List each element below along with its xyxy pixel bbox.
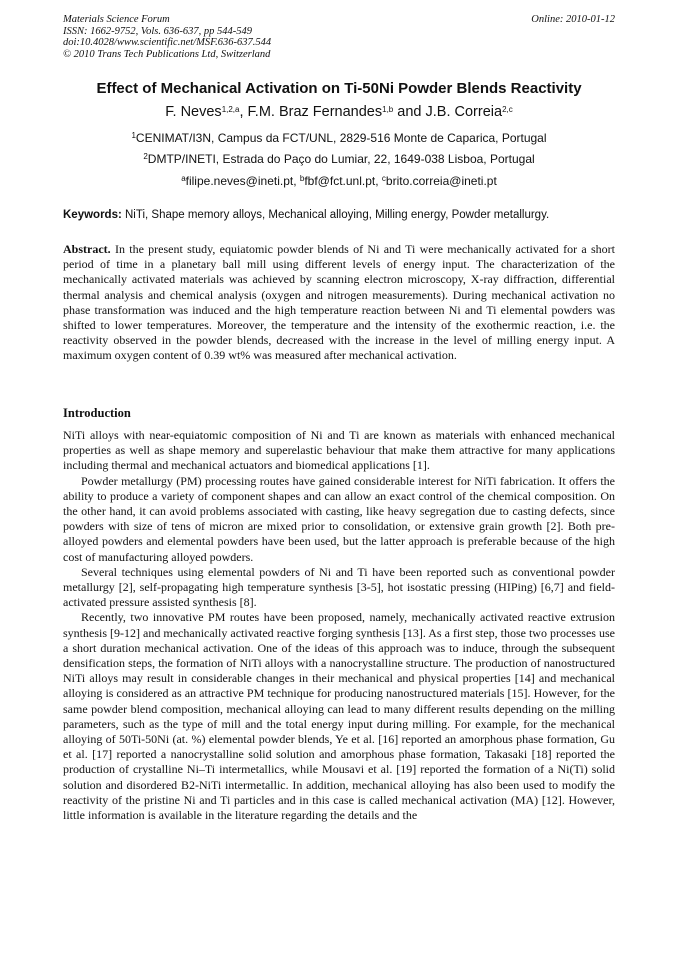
journal-name: Materials Science Forum [63,14,170,25]
affiliation-2 [40,152,638,166]
email-c[interactable]: brito.correia@ineti.pt [385,174,497,188]
paragraph: Recently, two innovative PM routes have been proposed, namely, mechanically activated reactive extrusion synthesis [9-12] and mechanically activated reactive forging synthesis [13]. As a first step, those two processes use a short duration mechanical activation. One of the ideas of this approach was to induce, through the subsequent densification steps, the formation of NiTi alloys with a nanocrystalline structure. The production of nanostructured NiTi alloys may result in considerable changes in their mechanical and physical properties [14] and mechanical alloying is considered as an attractive PM technique for producing nanostructured materials [15]. However, for the same powder blend composition, mechanical alloying can lead to many different results depending on the milling parameters, such as the type of mill and the total energy input during milling. For example, for the mechanical alloying of 50Ti-50Ni (at. %) elemental powder blends, Ye et al. [16] reported an amorphous phase formation, Gu et al. [17] reported a nanocrystalline solid solution and amorphous phase formation, Takasaki [18] reported the production of crystalline Ni–Ti intermetallics, while Mousavi et al. [19] reported the formation of a Ni(Ti) solid solution and disordered B2-NiTi intermetallic. In addition, mechanical alloying has also been used to modify the reactivity of the pristine Ni and Ti particles and in this case is called mechanical activation (MA) [12]. However, little information is available in the literature regarding the details and the [63,610,615,823]
author-3-affil: 2,c [502,105,513,114]
keywords [63,208,615,222]
author-separator: , [239,104,248,120]
author-separator: and [393,104,426,120]
author-1-affil: 1,2,a [221,105,240,114]
affiliation-2-text: DMTP/INETI, Estrada do Paço do Lumiar, 22, 1649-038 Lisboa, Portugal [147,152,535,166]
affiliation-2-marker: 2 [143,152,148,161]
author-2: F.M. Braz Fernandes [247,104,383,120]
affiliation-1-marker: 1 [131,131,136,140]
paragraph: NiTi alloys with near-equiatomic composition of Ni and Ti are known as materials with enhanced mechanical properties as well as shape memory and superelastic behaviour that make them attractive for many applications including thermal and mechanical actuators and biomedical applications [1]. [63,428,615,473]
keywords-text: NiTi, Shape memory alloys, Mechanical alloying, Milling energy, Powder metallurgy. [121,209,550,221]
doi-line[interactable]: doi:10.4028/www.scientific.net/MSF.636-637.544 [63,37,272,48]
email-b[interactable]: fbf@fct.unl.pt, [304,174,382,188]
abstract [63,242,615,364]
email-b-marker: b [299,174,305,183]
masthead [63,14,615,60]
author-line [40,103,638,121]
email-a-marker: a [181,174,186,183]
copyright-line: © 2010 Trans Tech Publications Ltd, Switzerland [63,48,271,60]
affiliation-1-text: CENIMAT/I3N, Campus da FCT/UNL, 2829-516 Monte de Caparica, Portugal [135,131,547,145]
section-heading-introduction: Introduction [63,406,131,420]
keywords-label: Keywords: [63,209,122,221]
introduction-body [63,428,615,823]
online-date: Online: 2010-01-12 [531,14,615,25]
author-2-affil: 1,b [382,105,394,114]
abstract-text: In the present study, equiatomic powder blends of Ni and Ti were mechanically activated for a short period of time in a planetary ball mill using different levels of energy input. The characterization of the mechanically activated materials was achieved by scanning electron microscopy, X-ray diffraction, differential thermal analysis and chemical analysis (oxygen and nitrogen measurements). During mechanical activation no phase transformation was induced and the high temperature reaction between Ni and Ti elemental powders was shifted to lower temperatures. Moreover, the temperature and the intensity of the exothermic reaction, i.e. the reactivity observed in the powder blends, decreased with the increase in the level of milling energy input. A maximum oxygen content of 0.39 wt% was measured after mechanical activation. [63,242,615,363]
email-c-marker: c [381,174,386,183]
abstract-label: Abstract. [63,242,111,256]
author-3: J.B. Correia [425,104,503,120]
paragraph: Several techniques using elemental powders of Ni and Ti have been reported such as conventional powder metallurgy [2], self-propagating high temperature synthesis [3-5], hot isostatic pressing (HIPing) [6,7] and field-activated pressure assisted synthesis [8]. [63,564,615,610]
paper-title: Effect of Mechanical Activation on Ti-50Ni Powder Blends Reactivity [96,80,582,97]
email-a[interactable]: filipe.neves@ineti.pt, [185,174,300,188]
author-1: F. Neves [165,104,222,120]
affiliation-1 [40,131,638,145]
author-emails [40,174,638,188]
issn-line: ISSN: 1662-9752, Vols. 636-637, pp 544-549 [63,25,252,37]
paragraph: Powder metallurgy (PM) processing routes have gained considerable interest for NiTi fabrication. It offers the ability to produce a variety of component shapes and can allow an exact control of the chemical composition. On the other hand, it can avoid problems associated with casting, like heavy segregation due to casting defects, since powders with size of tens of micron are mixed prior to consolidation, or extensive grain growth [2]. Both pre-alloyed powders and elemental powders have been used, but the latter approach is preferable because of the high cost of manufacturing alloyed powders. [63,473,615,564]
